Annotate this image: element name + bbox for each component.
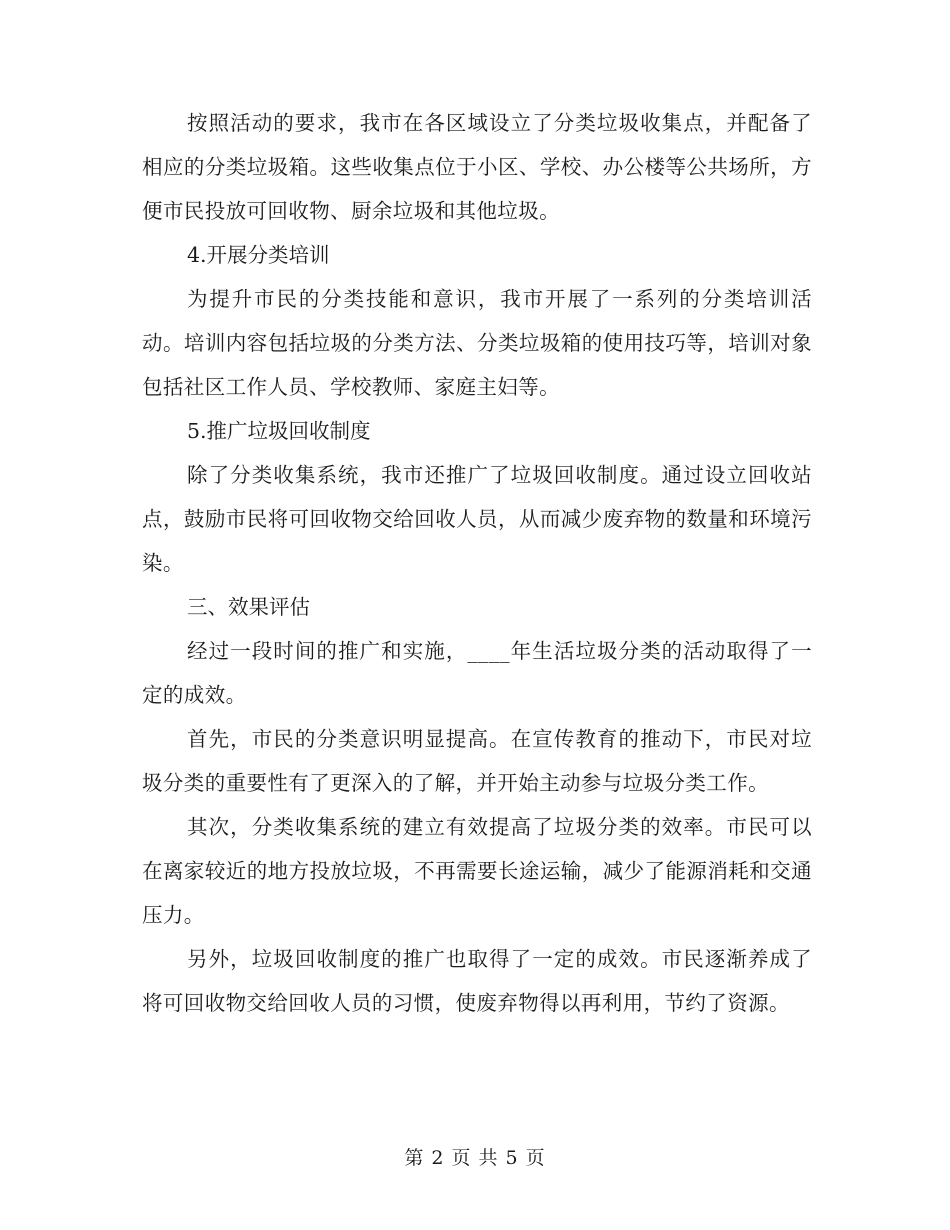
section-heading: 三、效果评估 (187, 595, 310, 619)
paragraph: 首先，市民的分类意识明显提高。在宣传教育的推动下，市民对垃圾分类的重要性有了更深入的了解，并开始主动参与垃圾分类工作。 (142, 727, 812, 795)
paragraph: 为提升市民的分类技能和意识，我市开展了一系列的分类培训活动。培训内容包括垃圾的分类方法、分类垃圾箱的使用技巧等，培训对象包括社区工作人员、学校教师、家庭主妇等。 (142, 287, 812, 399)
paragraph: 另外，垃圾回收制度的推广也取得了一定的成效。市民逐渐养成了将可回收物交给回收人员的习惯，使废弃物得以再利用，节约了资源。 (142, 947, 812, 1015)
section-heading: 4.开展分类培训 (187, 243, 330, 267)
paragraph: 经过一段时间的推广和实施，____年生活垃圾分类的活动取得了一定的成效。 (142, 639, 812, 707)
section-heading: 5.推广垃圾回收制度 (187, 419, 371, 443)
paragraph: 其次，分类收集系统的建立有效提高了垃圾分类的效率。市民可以在离家较近的地方投放垃圾，不再需要长途运输，减少了能源消耗和交通压力。 (142, 815, 812, 927)
page-number-footer: 第 2 页 共 5 页 (404, 1147, 546, 1169)
paragraph: 除了分类收集系统，我市还推广了垃圾回收制度。通过设立回收站点，鼓励市民将可回收物交给回收人员，从而减少废弃物的数量和环境污染。 (142, 463, 812, 575)
document-body (142, 101, 812, 1025)
paragraph: 按照活动的要求，我市在各区域设立了分类垃圾收集点，并配备了相应的分类垃圾箱。这些收集点位于小区、学校、办公楼等公共场所，方便市民投放可回收物、厨余垃圾和其他垃圾。 (142, 111, 812, 223)
